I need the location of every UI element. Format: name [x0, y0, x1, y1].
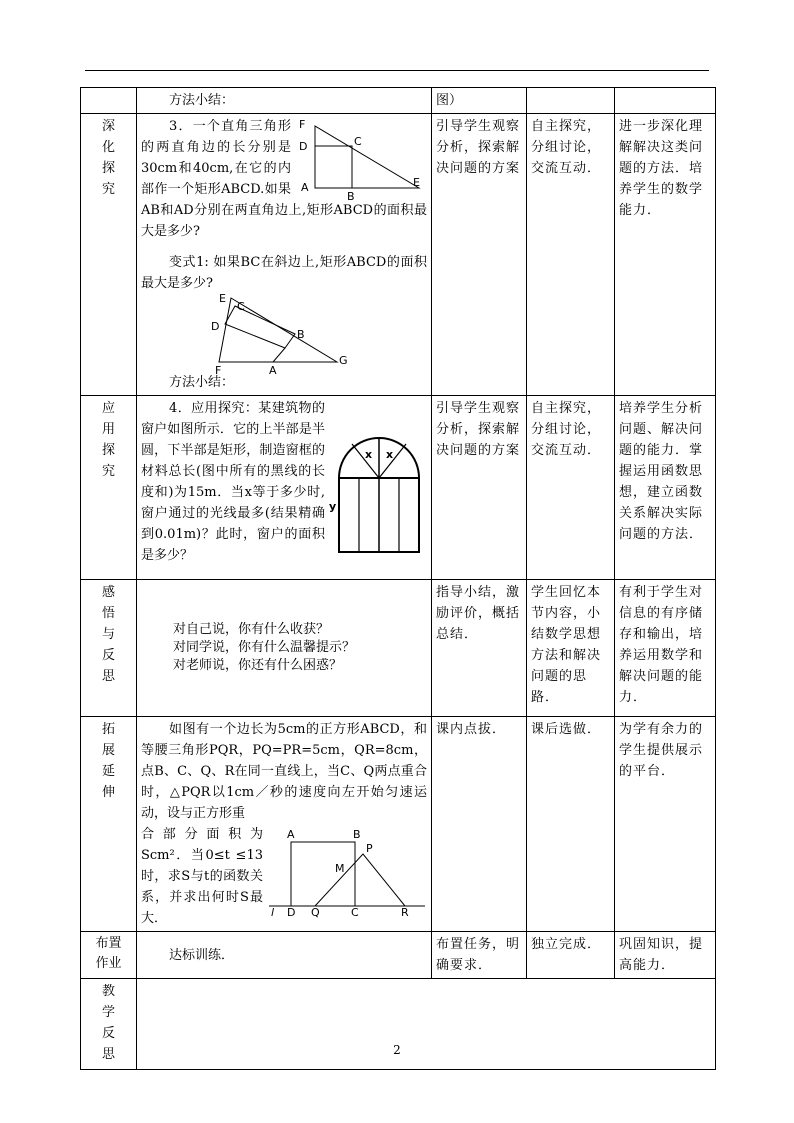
- svg-text:A: A: [301, 181, 309, 194]
- reflection-line: 对同学说，你有什么温馨提示？: [173, 640, 356, 655]
- homework-text: 达标训练．: [169, 947, 235, 963]
- svg-text:B: B: [297, 328, 305, 341]
- intent-cell: [615, 88, 716, 114]
- square-triangle-figure: [267, 826, 427, 918]
- intent-cell: 培养学生分析问题、解决问题的能力．掌握运用函数思想，建立函数关系解决实际问题的方法．: [615, 396, 716, 580]
- teacher-cell: 布置任务，明确要求．: [432, 932, 527, 979]
- inclined-rectangle-figure: [209, 292, 349, 377]
- phase-label: 应用探究: [101, 401, 115, 479]
- teacher-cell: 图）: [432, 88, 527, 114]
- student-cell: 自主探究，分组讨论，交流互动．: [527, 396, 615, 580]
- svg-text:D: D: [211, 320, 220, 333]
- table-row: [81, 114, 716, 396]
- svg-text:R: R: [401, 906, 409, 919]
- svg-text:A: A: [269, 364, 277, 377]
- student-cell: 自主探究，分组讨论，交流互动．: [527, 114, 615, 396]
- intent-cell: 巩固知识，提高能力．: [615, 932, 716, 979]
- phase-cell: [81, 717, 137, 932]
- svg-text:x: x: [386, 448, 394, 461]
- svg-text:F: F: [299, 118, 306, 131]
- content-cell: [137, 114, 432, 396]
- svg-text:F: F: [215, 364, 222, 377]
- teacher-cell: 引导学生观察分析，探索解决问题的方案: [432, 114, 527, 396]
- svg-text:M: M: [335, 862, 345, 875]
- svg-text:y: y: [329, 500, 337, 513]
- teacher-cell: 课内点拔．: [432, 717, 527, 932]
- svg-text:Q: Q: [311, 906, 320, 919]
- svg-text:C: C: [354, 135, 362, 148]
- extension-problem-text-cont: 合部分面积为Scm²．当0≤t ≤13时，求S与t的函数关系，并求出何时S最大．: [141, 827, 263, 926]
- student-cell: 课后选做．: [527, 717, 615, 932]
- table-row: [81, 396, 716, 580]
- problem-4-text: 4．应用探究：某建筑物的窗户如图所示．它的上半部是半圆，下半部是矩形，制造窗框的材料总长(图中所有的黑线的长度和)为15m．当x等于多少时,窗户通过的光线最多(结果精确到0.01m)？此时，窗户的面积是多少？: [141, 401, 325, 563]
- reflection-line: 对自己说，你有什么收获？: [173, 622, 330, 637]
- svg-text:C: C: [351, 906, 359, 919]
- svg-text:B: B: [347, 190, 355, 203]
- phase-label: 拓展延伸: [101, 722, 115, 800]
- intent-cell: 进一步深化理解解决这类问题的方法．培养学生的数学能力．: [615, 114, 716, 396]
- table-row: [81, 88, 716, 114]
- teacher-cell: 引导学生观察分析，探索解决问题的方案: [432, 396, 527, 580]
- content-cell: [137, 932, 432, 979]
- content-cell: [137, 88, 432, 114]
- content-cell: [137, 717, 432, 932]
- reflection-line: 对老师说，你还有什么困惑？: [173, 658, 343, 673]
- phase-cell: [81, 396, 137, 580]
- extension-problem-text: 如图有一个边长为5cm的正方形ABCD，和等腰三角形PQR，PQ=PR=5cm，QR=8cm，点B、C、Q、R在同一直线上，当C、Q两点重合时，△PQR以1cm／秒的速度向左开始匀速运动，设与正方形重: [141, 722, 427, 821]
- phase-label: 感悟与反思: [101, 585, 115, 684]
- phase-cell: [81, 932, 137, 979]
- svg-text:A: A: [287, 828, 295, 841]
- svg-text:l: l: [271, 906, 275, 919]
- method-summary-label: 方法小结：: [169, 93, 235, 108]
- student-cell: 学生回忆本节内容，小结数学思想方法和解决问题的思路．: [527, 580, 615, 717]
- table-row: [81, 580, 716, 717]
- content-cell: [137, 396, 432, 580]
- table-row: [81, 717, 716, 932]
- phase-label: 教学反思: [101, 984, 115, 1062]
- header-rule: [85, 70, 709, 71]
- method-summary-label: 方法小结：: [169, 375, 235, 390]
- right-triangle-rectangle-figure: [295, 118, 427, 203]
- svg-text:x: x: [365, 448, 373, 461]
- phase-cell: [81, 88, 137, 114]
- phase-label: 布置作业: [95, 936, 122, 971]
- svg-text:C: C: [237, 300, 245, 313]
- page-number: 2: [393, 1043, 401, 1057]
- student-cell: 独立完成．: [527, 932, 615, 979]
- phase-label: 深化探究: [101, 119, 115, 197]
- svg-text:E: E: [413, 176, 420, 189]
- svg-text:D: D: [299, 140, 308, 153]
- problem-3-text: 3．一个直角三角形的两直角边的长分别是30cm和40cm,在它的内部作一个矩形ABCD.如果AB和AD分别在两直角边上,矩形ABCD的面积最大是多少?: [141, 119, 427, 239]
- content-cell: [137, 580, 432, 717]
- svg-text:D: D: [287, 906, 296, 919]
- svg-text:P: P: [366, 842, 373, 855]
- phase-cell: [81, 580, 137, 717]
- student-cell: [527, 88, 615, 114]
- table-row: [81, 932, 716, 979]
- intent-cell: 有利于学生对信息的有序储存和输出，培养运用数学和解决问题的能力．: [615, 580, 716, 717]
- svg-text:E: E: [219, 292, 226, 305]
- intent-cell: 为学有余力的学生提供展示的平台．: [615, 717, 716, 932]
- svg-text:B: B: [353, 828, 361, 841]
- variant-1-text: 变式1: 如果BC在斜边上,矩形ABCD的面积最大是多少?: [141, 255, 427, 291]
- teacher-cell: 指导小结，激励评价，概括总结．: [432, 580, 527, 717]
- svg-text:G: G: [339, 354, 348, 367]
- window-figure: [329, 436, 427, 556]
- lesson-plan-table: [80, 87, 716, 1070]
- phase-cell: [81, 114, 137, 396]
